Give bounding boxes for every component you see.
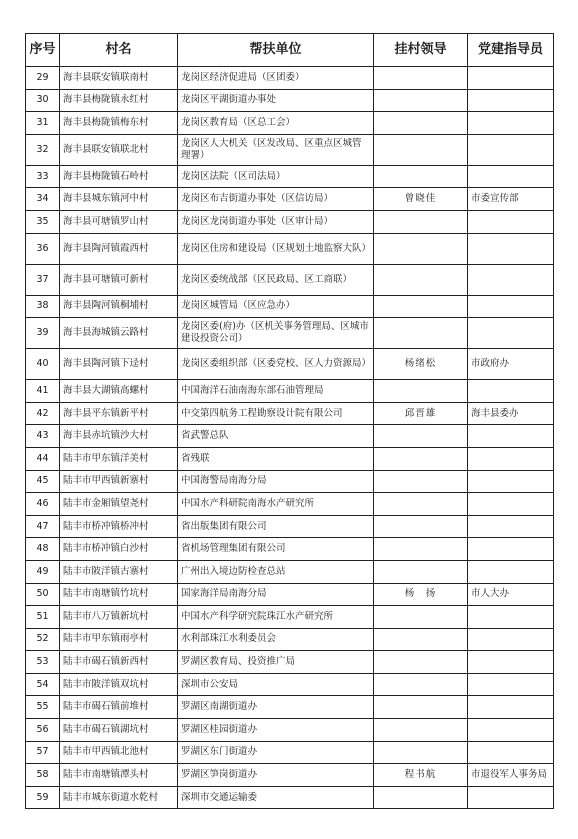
assistance-unit: 罗湖区笋岗街道办 bbox=[178, 764, 374, 787]
table-row bbox=[26, 349, 554, 380]
row-number: 35 bbox=[26, 210, 60, 233]
row-number: 54 bbox=[26, 673, 60, 696]
row-number: 49 bbox=[26, 560, 60, 583]
party-guide bbox=[468, 651, 554, 674]
village-leader: 杨绪松 bbox=[374, 349, 468, 380]
village-name: 陆丰市桥冲镇白沙村 bbox=[60, 538, 178, 561]
table-row bbox=[26, 538, 554, 561]
assistance-unit: 罗湖区东门街道办 bbox=[178, 741, 374, 764]
assistance-unit: 深圳市交通运输委 bbox=[178, 786, 374, 809]
assistance-unit: 省出版集团有限公司 bbox=[178, 515, 374, 538]
table-row bbox=[26, 264, 554, 295]
village-leader bbox=[374, 67, 468, 90]
header-village: 村名 bbox=[60, 34, 178, 67]
village-leader bbox=[374, 741, 468, 764]
village-name: 海丰县联安镇联北村 bbox=[60, 134, 178, 165]
row-number: 32 bbox=[26, 134, 60, 165]
village-leader bbox=[374, 380, 468, 403]
village-name: 海丰县可塘镇罗山村 bbox=[60, 210, 178, 233]
table-row bbox=[26, 112, 554, 135]
party-guide bbox=[468, 628, 554, 651]
party-guide: 市退役军人事务局 bbox=[468, 764, 554, 787]
table-row bbox=[26, 741, 554, 764]
assistance-unit: 龙岗区城管局（区应急办） bbox=[178, 295, 374, 318]
row-number: 47 bbox=[26, 515, 60, 538]
village-leader bbox=[374, 651, 468, 674]
party-guide bbox=[468, 89, 554, 112]
village-leader bbox=[374, 560, 468, 583]
assistance-unit: 国家海洋局南海分局 bbox=[178, 583, 374, 606]
table-row bbox=[26, 651, 554, 674]
village-leader: 杨 扬 bbox=[374, 583, 468, 606]
village-name: 海丰县梅陇镇梅东村 bbox=[60, 112, 178, 135]
table-row bbox=[26, 134, 554, 165]
assistance-unit: 深圳市公安局 bbox=[178, 673, 374, 696]
row-number: 56 bbox=[26, 719, 60, 742]
village-leader bbox=[374, 318, 468, 349]
village-name: 陆丰市南塘镇竹坑村 bbox=[60, 583, 178, 606]
village-leader bbox=[374, 89, 468, 112]
village-name: 陆丰市南塘镇潭头村 bbox=[60, 764, 178, 787]
village-leader bbox=[374, 470, 468, 493]
village-name: 海丰县海城镇云路村 bbox=[60, 318, 178, 349]
table-row bbox=[26, 188, 554, 211]
table-row bbox=[26, 380, 554, 403]
assistance-unit: 中国海洋石油南海东部石油管理局 bbox=[178, 380, 374, 403]
row-number: 34 bbox=[26, 188, 60, 211]
table-row bbox=[26, 606, 554, 629]
row-number: 52 bbox=[26, 628, 60, 651]
table-row bbox=[26, 764, 554, 787]
village-leader bbox=[374, 673, 468, 696]
table-row bbox=[26, 515, 554, 538]
village-name: 陆丰市甲西镇北池村 bbox=[60, 741, 178, 764]
table-row bbox=[26, 447, 554, 470]
row-number: 41 bbox=[26, 380, 60, 403]
row-number: 36 bbox=[26, 233, 60, 264]
row-number: 55 bbox=[26, 696, 60, 719]
village-leader bbox=[374, 264, 468, 295]
row-number: 46 bbox=[26, 493, 60, 516]
header-leader: 挂村领导 bbox=[374, 34, 468, 67]
village-name: 海丰县赤坑镇沙大村 bbox=[60, 425, 178, 448]
assistance-unit: 龙岗区法院（区司法局） bbox=[178, 165, 374, 188]
village-leader bbox=[374, 628, 468, 651]
village-name: 陆丰市桥冲镇桥冲村 bbox=[60, 515, 178, 538]
table-row bbox=[26, 425, 554, 448]
table-row bbox=[26, 583, 554, 606]
assistance-table bbox=[25, 33, 554, 809]
assistance-unit: 中国水产科研院南海水产研究所 bbox=[178, 493, 374, 516]
row-number: 57 bbox=[26, 741, 60, 764]
party-guide bbox=[468, 264, 554, 295]
village-name: 陆丰市碣石镇前堆村 bbox=[60, 696, 178, 719]
party-guide bbox=[468, 112, 554, 135]
table-row bbox=[26, 628, 554, 651]
village-leader bbox=[374, 606, 468, 629]
assistance-unit: 龙岗区人大机关（区发改局、区重点区城管理署） bbox=[178, 134, 374, 165]
party-guide: 市委宣传部 bbox=[468, 188, 554, 211]
village-name: 海丰县梅陇镇永红村 bbox=[60, 89, 178, 112]
assistance-unit: 罗湖区桂园街道办 bbox=[178, 719, 374, 742]
table-row bbox=[26, 786, 554, 809]
table-header-row bbox=[26, 34, 554, 67]
table-row bbox=[26, 210, 554, 233]
assistance-unit: 龙岗区委统战部（区民政局、区工商联） bbox=[178, 264, 374, 295]
row-number: 43 bbox=[26, 425, 60, 448]
table-row bbox=[26, 493, 554, 516]
row-number: 42 bbox=[26, 402, 60, 425]
row-number: 40 bbox=[26, 349, 60, 380]
table-row bbox=[26, 295, 554, 318]
village-leader bbox=[374, 210, 468, 233]
party-guide bbox=[468, 447, 554, 470]
assistance-unit: 龙岗区平湖街道办事处 bbox=[178, 89, 374, 112]
village-leader bbox=[374, 134, 468, 165]
row-number: 31 bbox=[26, 112, 60, 135]
party-guide bbox=[468, 67, 554, 90]
village-leader bbox=[374, 786, 468, 809]
village-leader bbox=[374, 696, 468, 719]
village-name: 陆丰市甲西镇新寨村 bbox=[60, 470, 178, 493]
village-name: 海丰县梅陇镇石岭村 bbox=[60, 165, 178, 188]
village-name: 海丰县大湖镇高螺村 bbox=[60, 380, 178, 403]
party-guide bbox=[468, 606, 554, 629]
assistance-unit: 龙岗区布吉街道办事处（区信访局） bbox=[178, 188, 374, 211]
party-guide bbox=[468, 165, 554, 188]
village-name: 海丰县陶河镇下迳村 bbox=[60, 349, 178, 380]
assistance-unit: 中交第四航务工程勘察设计院有限公司 bbox=[178, 402, 374, 425]
assistance-unit: 水利部珠江水利委员会 bbox=[178, 628, 374, 651]
table-row bbox=[26, 67, 554, 90]
assistance-unit: 广州出入境边防检查总站 bbox=[178, 560, 374, 583]
table-row bbox=[26, 233, 554, 264]
row-number: 48 bbox=[26, 538, 60, 561]
village-name: 陆丰市甲东镇雨亭村 bbox=[60, 628, 178, 651]
table-row bbox=[26, 318, 554, 349]
party-guide bbox=[468, 515, 554, 538]
village-leader bbox=[374, 112, 468, 135]
row-number: 44 bbox=[26, 447, 60, 470]
village-name: 陆丰市陂洋镇古寨村 bbox=[60, 560, 178, 583]
party-guide bbox=[468, 786, 554, 809]
village-name: 陆丰市八万镇新坑村 bbox=[60, 606, 178, 629]
village-name: 陆丰市甲东镇洋美村 bbox=[60, 447, 178, 470]
party-guide bbox=[468, 560, 554, 583]
header-unit: 帮扶单位 bbox=[178, 34, 374, 67]
table-row bbox=[26, 560, 554, 583]
party-guide bbox=[468, 719, 554, 742]
party-guide: 市政府办 bbox=[468, 349, 554, 380]
assistance-unit: 罗湖区南湖街道办 bbox=[178, 696, 374, 719]
village-leader bbox=[374, 493, 468, 516]
village-name: 海丰县平东镇新平村 bbox=[60, 402, 178, 425]
assistance-unit: 省机场管理集团有限公司 bbox=[178, 538, 374, 561]
village-leader bbox=[374, 515, 468, 538]
party-guide bbox=[468, 425, 554, 448]
row-number: 29 bbox=[26, 67, 60, 90]
village-name: 海丰县陶河镇桐埔村 bbox=[60, 295, 178, 318]
table-row bbox=[26, 470, 554, 493]
party-guide bbox=[468, 295, 554, 318]
party-guide bbox=[468, 741, 554, 764]
village-leader: 邱晋雄 bbox=[374, 402, 468, 425]
table-row bbox=[26, 165, 554, 188]
assistance-unit: 龙岗区教育局（区总工会） bbox=[178, 112, 374, 135]
row-number: 45 bbox=[26, 470, 60, 493]
party-guide bbox=[468, 493, 554, 516]
assistance-unit: 中国海警局南海分局 bbox=[178, 470, 374, 493]
table-row bbox=[26, 696, 554, 719]
party-guide bbox=[468, 470, 554, 493]
header-guide: 党建指导员 bbox=[468, 34, 554, 67]
assistance-unit: 龙岗区龙岗街道办事处（区审计局） bbox=[178, 210, 374, 233]
row-number: 51 bbox=[26, 606, 60, 629]
table-row bbox=[26, 89, 554, 112]
assistance-unit: 罗湖区教育局、投资推广局 bbox=[178, 651, 374, 674]
village-leader: 曾晓佳 bbox=[374, 188, 468, 211]
village-leader: 程书航 bbox=[374, 764, 468, 787]
party-guide bbox=[468, 210, 554, 233]
table-body bbox=[26, 67, 554, 809]
row-number: 39 bbox=[26, 318, 60, 349]
assistance-unit: 龙岗区经济促进局（区团委） bbox=[178, 67, 374, 90]
village-leader bbox=[374, 425, 468, 448]
assistance-unit: 龙岗区住房和建设局（区规划土地监察大队） bbox=[178, 233, 374, 264]
village-name: 海丰县城东镇河中村 bbox=[60, 188, 178, 211]
row-number: 59 bbox=[26, 786, 60, 809]
village-name: 陆丰市碣石镇新西村 bbox=[60, 651, 178, 674]
assistance-unit: 省残联 bbox=[178, 447, 374, 470]
party-guide: 市人大办 bbox=[468, 583, 554, 606]
assistance-unit: 龙岗区委(府)办（区机关事务管理局、区城市建设投资公司） bbox=[178, 318, 374, 349]
assistance-unit: 中国水产科学研究院珠江水产研究所 bbox=[178, 606, 374, 629]
village-leader bbox=[374, 165, 468, 188]
village-name: 海丰县联安镇联南村 bbox=[60, 67, 178, 90]
assistance-unit: 龙岗区委组织部（区委党校、区人力资源局） bbox=[178, 349, 374, 380]
village-name: 陆丰市陂洋镇双坑村 bbox=[60, 673, 178, 696]
party-guide bbox=[468, 696, 554, 719]
village-leader bbox=[374, 295, 468, 318]
party-guide bbox=[468, 318, 554, 349]
row-number: 37 bbox=[26, 264, 60, 295]
row-number: 50 bbox=[26, 583, 60, 606]
village-name: 陆丰市金厢镇望尧村 bbox=[60, 493, 178, 516]
header-no: 序号 bbox=[26, 34, 60, 67]
village-name: 陆丰市碣石镇湖坑村 bbox=[60, 719, 178, 742]
row-number: 33 bbox=[26, 165, 60, 188]
party-guide bbox=[468, 233, 554, 264]
village-leader bbox=[374, 447, 468, 470]
party-guide bbox=[468, 134, 554, 165]
party-guide: 海丰县委办 bbox=[468, 402, 554, 425]
party-guide bbox=[468, 673, 554, 696]
village-name: 陆丰市城东街道水乾村 bbox=[60, 786, 178, 809]
table-row bbox=[26, 673, 554, 696]
table-row bbox=[26, 719, 554, 742]
table-row bbox=[26, 402, 554, 425]
village-leader bbox=[374, 538, 468, 561]
village-leader bbox=[374, 233, 468, 264]
village-leader bbox=[374, 719, 468, 742]
row-number: 58 bbox=[26, 764, 60, 787]
party-guide bbox=[468, 538, 554, 561]
party-guide bbox=[468, 380, 554, 403]
row-number: 38 bbox=[26, 295, 60, 318]
row-number: 53 bbox=[26, 651, 60, 674]
row-number: 30 bbox=[26, 89, 60, 112]
village-name: 海丰县陶河镇霞西村 bbox=[60, 233, 178, 264]
village-name: 海丰县可塘镇可新村 bbox=[60, 264, 178, 295]
assistance-unit: 省武警总队 bbox=[178, 425, 374, 448]
